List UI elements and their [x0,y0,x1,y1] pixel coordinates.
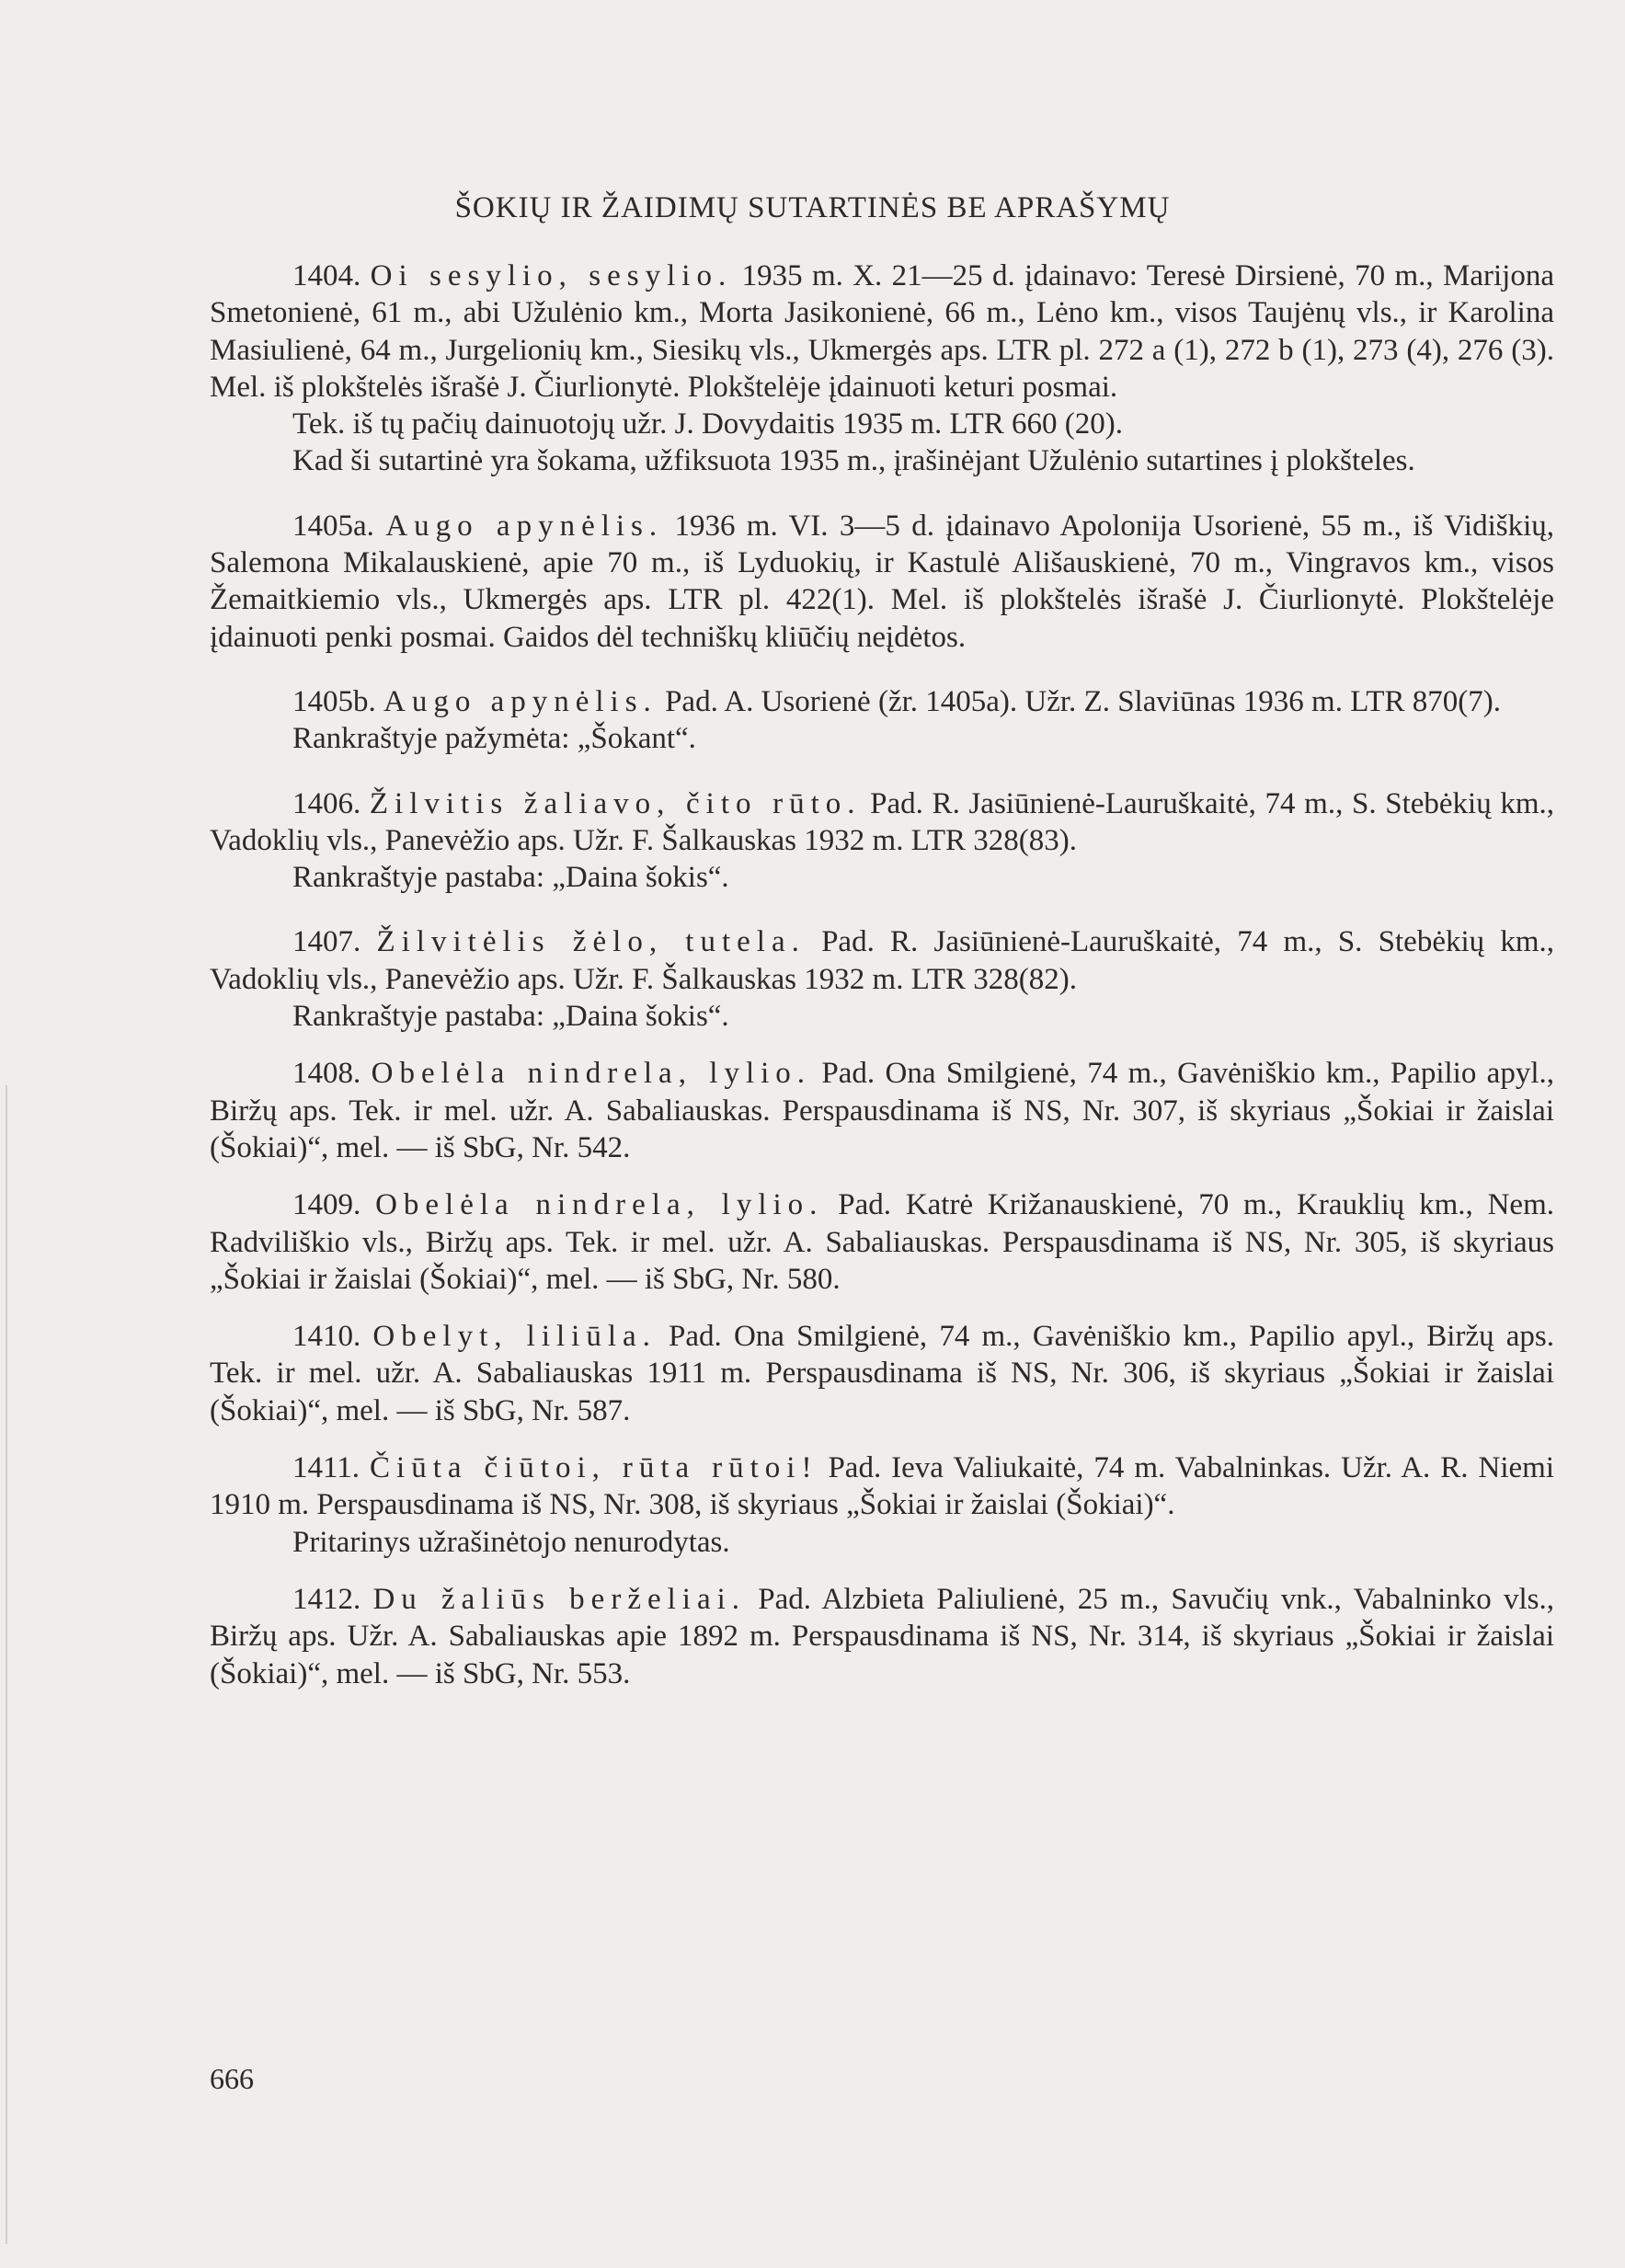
entry-text: Pad. Ona Smilgienė, 74 m., Gavėniškio km., Papilio apyl., Biržų aps. Tek. ir mel. užr. A. Sabaliauskas. Perspausdinama iš NS, Nr. 307, iš skyriaus „Šokiai ir žaislai (Šokiai)“, mel. — iš SbG, Nr. 542. [210,1057,1554,1164]
entry-text: 1936 m. VI. 3—5 d. įdainavo Apolonija Usorienė, 55 m., iš Vidiškių, Salemona Mikalauskienė, apie 70 m., iš Lyduokių, ir Kastulė Ališauskienė, 70 m., Vingravos km., visos Žemaitkiemio vls., Ukmergės aps. LTR pl. 422(1). Mel. iš plokštelės išrašė J. Čiurlionytė. Plokštelėje įdainuoti penki posmai. Gaidos dėl techniškų kliūčių neįdėtos. [210,509,1555,654]
song-title: Obelėla nindrela, lylio. [375,1188,824,1222]
entry-paragraph [210,258,1554,406]
entry-paragraph [210,683,1554,720]
entry-text: Pritarinys užrašinėtojo nenurodytas. [292,1525,730,1559]
page-header: ŠOKIŲ IR ŽAIDIMŲ SUTARTINĖS BE APRAŠYMŲ [454,191,1171,224]
entry-text: Rankraštyje pastaba: „Daina šokis“. [292,861,729,895]
entry-text: Tek. iš tų pačių dainuotojų užr. J. Dovydaitis 1935 m. LTR 660 (20). [292,407,1123,441]
song-title: Oi sesylio, sesylio. [370,259,733,292]
song-title: Žilvitėlis žėlo, tutela. [376,925,806,959]
entry-paragraph [210,1449,1554,1524]
entry-number: 1409. [292,1188,361,1222]
song-title: Žilvitis žaliavo, čito rūto. [369,786,862,820]
entry-text: Pad. A. Usorienė (žr. 1405a). Užr. Z. Slaviūnas 1936 m. LTR 870(7). [657,684,1501,718]
entry-text: Pad. Ona Smilgienė, 74 m., Gavėniškio km., Papilio apyl., Biržų aps. Tek. ir mel. užr. A. Sabaliauskas 1911 m. Perspausdinama iš NS, Nr. 306, iš skyriaus „Šokiai ir žaislai (Šokiai)“, mel. — iš SbG, Nr. 587. [210,1320,1554,1427]
entry-number: 1406. [292,786,361,820]
entry-paragraph [210,1581,1554,1692]
entry-text: Pad. Alzbieta Paliulienė, 25 m., Savučių vnk., Vabalninko vls., Biržų aps. Užr. A. Sabaliauskas apie 1892 m. Perspausdinama iš NS, Nr. 314, iš skyriaus „Šokiai ir žaislai (Šokiai)“, mel. — iš SbG, Nr. 553. [210,1582,1555,1690]
entry-text: 1935 m. X. 21—25 d. įdainavo: Teresė Dirsienė, 70 m., Marijona Smetonienė, 61 m., abi Užulėnio km., Morta Jasikonienė, 66 m., Lėno km., visos Taujėnų vls., ir Karolina Masiulienė, 64 m., Jurgelionių km., Siesikų vls., Ukmergės aps. LTR pl. 272 a (1), 272 b (1), 273 (4), 276 (3). Mel. iš plokštelės išrašė J. Čiurlionytė. Plokštelėje įdainuoti keturi posmai. [210,259,1554,404]
entry-paragraph [210,1318,1554,1429]
page-edge-line [6,1085,7,2244]
entry-paragraph [210,442,1554,479]
song-title: Obelėla nindrela, lylio. [371,1057,812,1091]
song-title: Augo apynėlis. [385,509,664,543]
entry-number: 1407. [292,925,361,959]
entry-text: Pad. Ieva Valiukaitė, 74 m. Vabalninkas. Užr. A. R. Niemi 1910 m. Perspausdinama iš NS, Nr. 308, iš skyriaus „Šokiai ir žaislai (Šokiai)“. [210,1451,1554,1522]
entry-text: Kad ši sutartinė yra šokama, užfiksuota 1935 m., įrašinėjant Užulėnio sutartines į plokšteles. [292,444,1415,478]
entry-paragraph [210,508,1554,656]
entry-paragraph [210,1524,1554,1561]
entry-paragraph [210,406,1554,442]
entry-number: 1405b. [292,684,376,718]
entry-number: 1405a. [292,509,374,543]
entry-paragraph [210,859,1554,896]
entry-paragraph [210,1055,1554,1166]
song-title: Augo apynėlis. [383,684,658,718]
entry-paragraph [210,785,1554,860]
entry-text: Pad. Katrė Križanauskienė, 70 m., Krauklių km., Nem. Radviliškio vls., Biržų aps. Tek. ir mel. užr. A. Sabaliauskas. Perspausdinama iš NS, Nr. 305, iš skyriaus „Šokiai ir žaislai (Šokiai)“, mel. — iš SbG, Nr. 580. [210,1188,1554,1296]
entry-text: Rankraštyje pastaba: „Daina šokis“. [292,1000,729,1034]
entry-number: 1408. [292,1057,361,1091]
entry-paragraph [210,1186,1554,1298]
entry-number: 1411. [292,1451,360,1485]
page-number: 666 [210,2062,254,2095]
entry-number: 1404. [292,259,361,292]
entry-paragraph [210,998,1554,1035]
entry-text: Pad. R. Jasiūnienė-Lauruškaitė, 74 m., S. Stebėkių km., Vadoklių vls., Panevėžio aps. Užr. F. Šalkauskas 1932 m. LTR 328(82). [210,925,1555,996]
song-title: Du žaliūs berželiai. [372,1582,747,1616]
entry-text: Rankraštyje pažymėta: „Šokant“. [292,722,696,756]
entry-number: 1412. [292,1582,361,1616]
entry-paragraph [210,923,1554,998]
document-body [210,258,1554,1692]
entry-text: Pad. R. Jasiūnienė-Lauruškaitė, 74 m., S. Stebėkių km., Vadoklių vls., Panevėžio aps. Užr. F. Šalkauskas 1932 m. LTR 328(83). [210,786,1555,857]
song-title: Obelyt, liliūla. [372,1320,657,1354]
entry-number: 1410. [292,1320,361,1354]
entry-paragraph [210,720,1554,757]
song-title: Čiūta čiūtoi, rūta rūtoi! [370,1451,818,1485]
